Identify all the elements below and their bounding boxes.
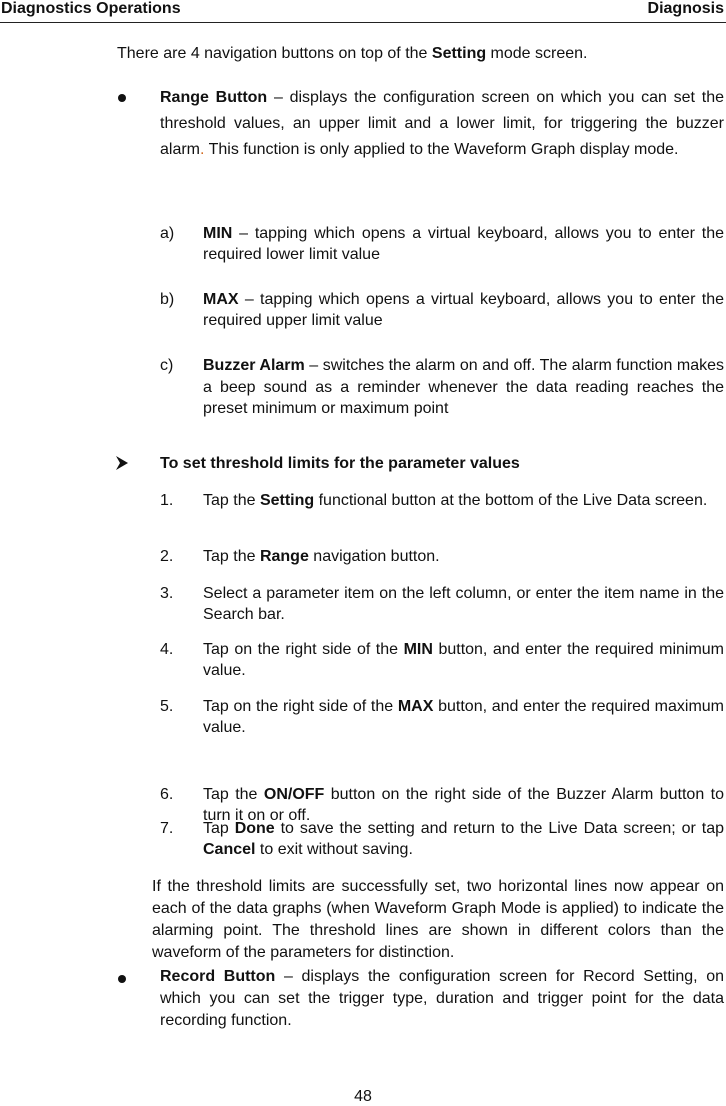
max-bold: MAX bbox=[203, 291, 239, 308]
list-item-max bbox=[203, 289, 724, 331]
procedure-title bbox=[160, 453, 720, 474]
step-number: 3. bbox=[160, 585, 174, 602]
list-item-buzzer bbox=[203, 355, 724, 420]
bullet-icon bbox=[118, 975, 126, 983]
min-text: – tapping which opens a virtual keyboard, allows you to enter the required lower limit value bbox=[203, 225, 724, 263]
step-1 bbox=[203, 490, 724, 511]
step-7 bbox=[203, 818, 724, 860]
record-button-paragraph bbox=[160, 966, 724, 1032]
step-number: 5. bbox=[160, 698, 174, 715]
step-bold: Range bbox=[259, 548, 309, 565]
header-chapter-title: Diagnosis bbox=[647, 0, 724, 17]
range-button-period: . bbox=[200, 141, 205, 158]
buzzer-text: – switches the alarm on and off. The alarm function makes a beep sound as a reminder whenever the data reading reaches the preset minimum or maximum point bbox=[203, 357, 724, 417]
step-bold: Done bbox=[234, 820, 275, 837]
step-bold: Cancel bbox=[203, 841, 256, 858]
range-button-paragraph bbox=[160, 85, 724, 163]
buzzer-bold: Buzzer Alarm bbox=[203, 357, 305, 374]
step-number: 2. bbox=[160, 548, 174, 565]
max-text: – tapping which opens a virtual keyboard, allows you to enter the required upper limit value bbox=[203, 291, 724, 329]
step-text: functional button at the bottom of the Live Data screen. bbox=[314, 492, 708, 509]
list-item-min bbox=[203, 223, 724, 265]
page-header bbox=[0, 0, 726, 23]
record-button-desc: – displays the configuration screen for Record Setting, on which you can set the trigger type, duration and trigger point for the data recording function. bbox=[160, 968, 724, 1029]
step-2 bbox=[203, 546, 724, 567]
step-text: Tap on the right side of the bbox=[203, 641, 404, 658]
step-text: button on the right side of the Buzzer Alarm button to turn it on or off. bbox=[203, 786, 724, 824]
step-text: Tap the bbox=[203, 492, 260, 509]
range-button-desc-cont: This function is only applied to the Waveform Graph display mode. bbox=[204, 141, 679, 158]
intro-text-end: mode screen. bbox=[486, 45, 588, 62]
step-number: 7. bbox=[160, 820, 174, 837]
step-bold: MAX bbox=[397, 698, 434, 715]
bullet-icon bbox=[118, 94, 126, 102]
step-text: Tap bbox=[203, 820, 235, 837]
record-button-title: Record Button bbox=[160, 968, 276, 985]
step-text: to exit without saving. bbox=[255, 841, 413, 858]
step-5 bbox=[203, 696, 724, 738]
step-text: Tap on the right side of the bbox=[203, 698, 398, 715]
intro-setting-bold: Setting bbox=[431, 45, 487, 62]
step-text: Tap the bbox=[203, 786, 264, 803]
arrow-bullet-icon bbox=[115, 455, 129, 471]
step-bold: ON/OFF bbox=[263, 786, 325, 803]
step-text: Select a parameter item on the left column, or enter the item name in the Search bar. bbox=[203, 585, 724, 623]
step-number: 4. bbox=[160, 641, 174, 658]
step-text: button, and enter the required minimum value. bbox=[203, 641, 725, 679]
step-text: to save the setting and return to the Live Data screen; or tap bbox=[274, 820, 724, 837]
list-marker-c: c) bbox=[160, 357, 174, 374]
intro-paragraph bbox=[117, 43, 717, 64]
intro-text: There are 4 navigation buttons on top of the bbox=[117, 45, 432, 62]
range-button-title: Range Button bbox=[160, 89, 268, 106]
page-number: 48 bbox=[354, 1088, 372, 1105]
list-marker-b: b) bbox=[160, 291, 175, 308]
threshold-note: If the threshold limits are successfully set, two horizontal lines now appear on each of the data graphs (when Waveform Graph Mode is applied) to indicate the alarming point. The threshold lines are shown in different colors than the waveform of the parameters for distinction. bbox=[152, 878, 724, 961]
step-4 bbox=[203, 639, 724, 681]
step-bold: MIN bbox=[403, 641, 433, 658]
step-text: button, and enter the required maximum value. bbox=[203, 698, 725, 736]
procedure-title-text: To set threshold limits for the parameter values bbox=[160, 455, 520, 472]
step-bold: Setting bbox=[259, 492, 315, 509]
list-marker-a: a) bbox=[160, 225, 175, 242]
step-3 bbox=[203, 583, 724, 625]
step-text: navigation button. bbox=[308, 548, 440, 565]
header-section-title: Diagnostics Operations bbox=[1, 0, 181, 17]
step-number: 6. bbox=[160, 786, 174, 803]
step-number: 1. bbox=[160, 492, 174, 509]
range-button-desc: – displays the configuration screen on which you can set the threshold values, an upper limit and a lower limit, for triggering the buzzer alarm bbox=[160, 89, 724, 158]
min-bold: MIN bbox=[203, 225, 233, 242]
step-text: Tap the bbox=[203, 548, 260, 565]
